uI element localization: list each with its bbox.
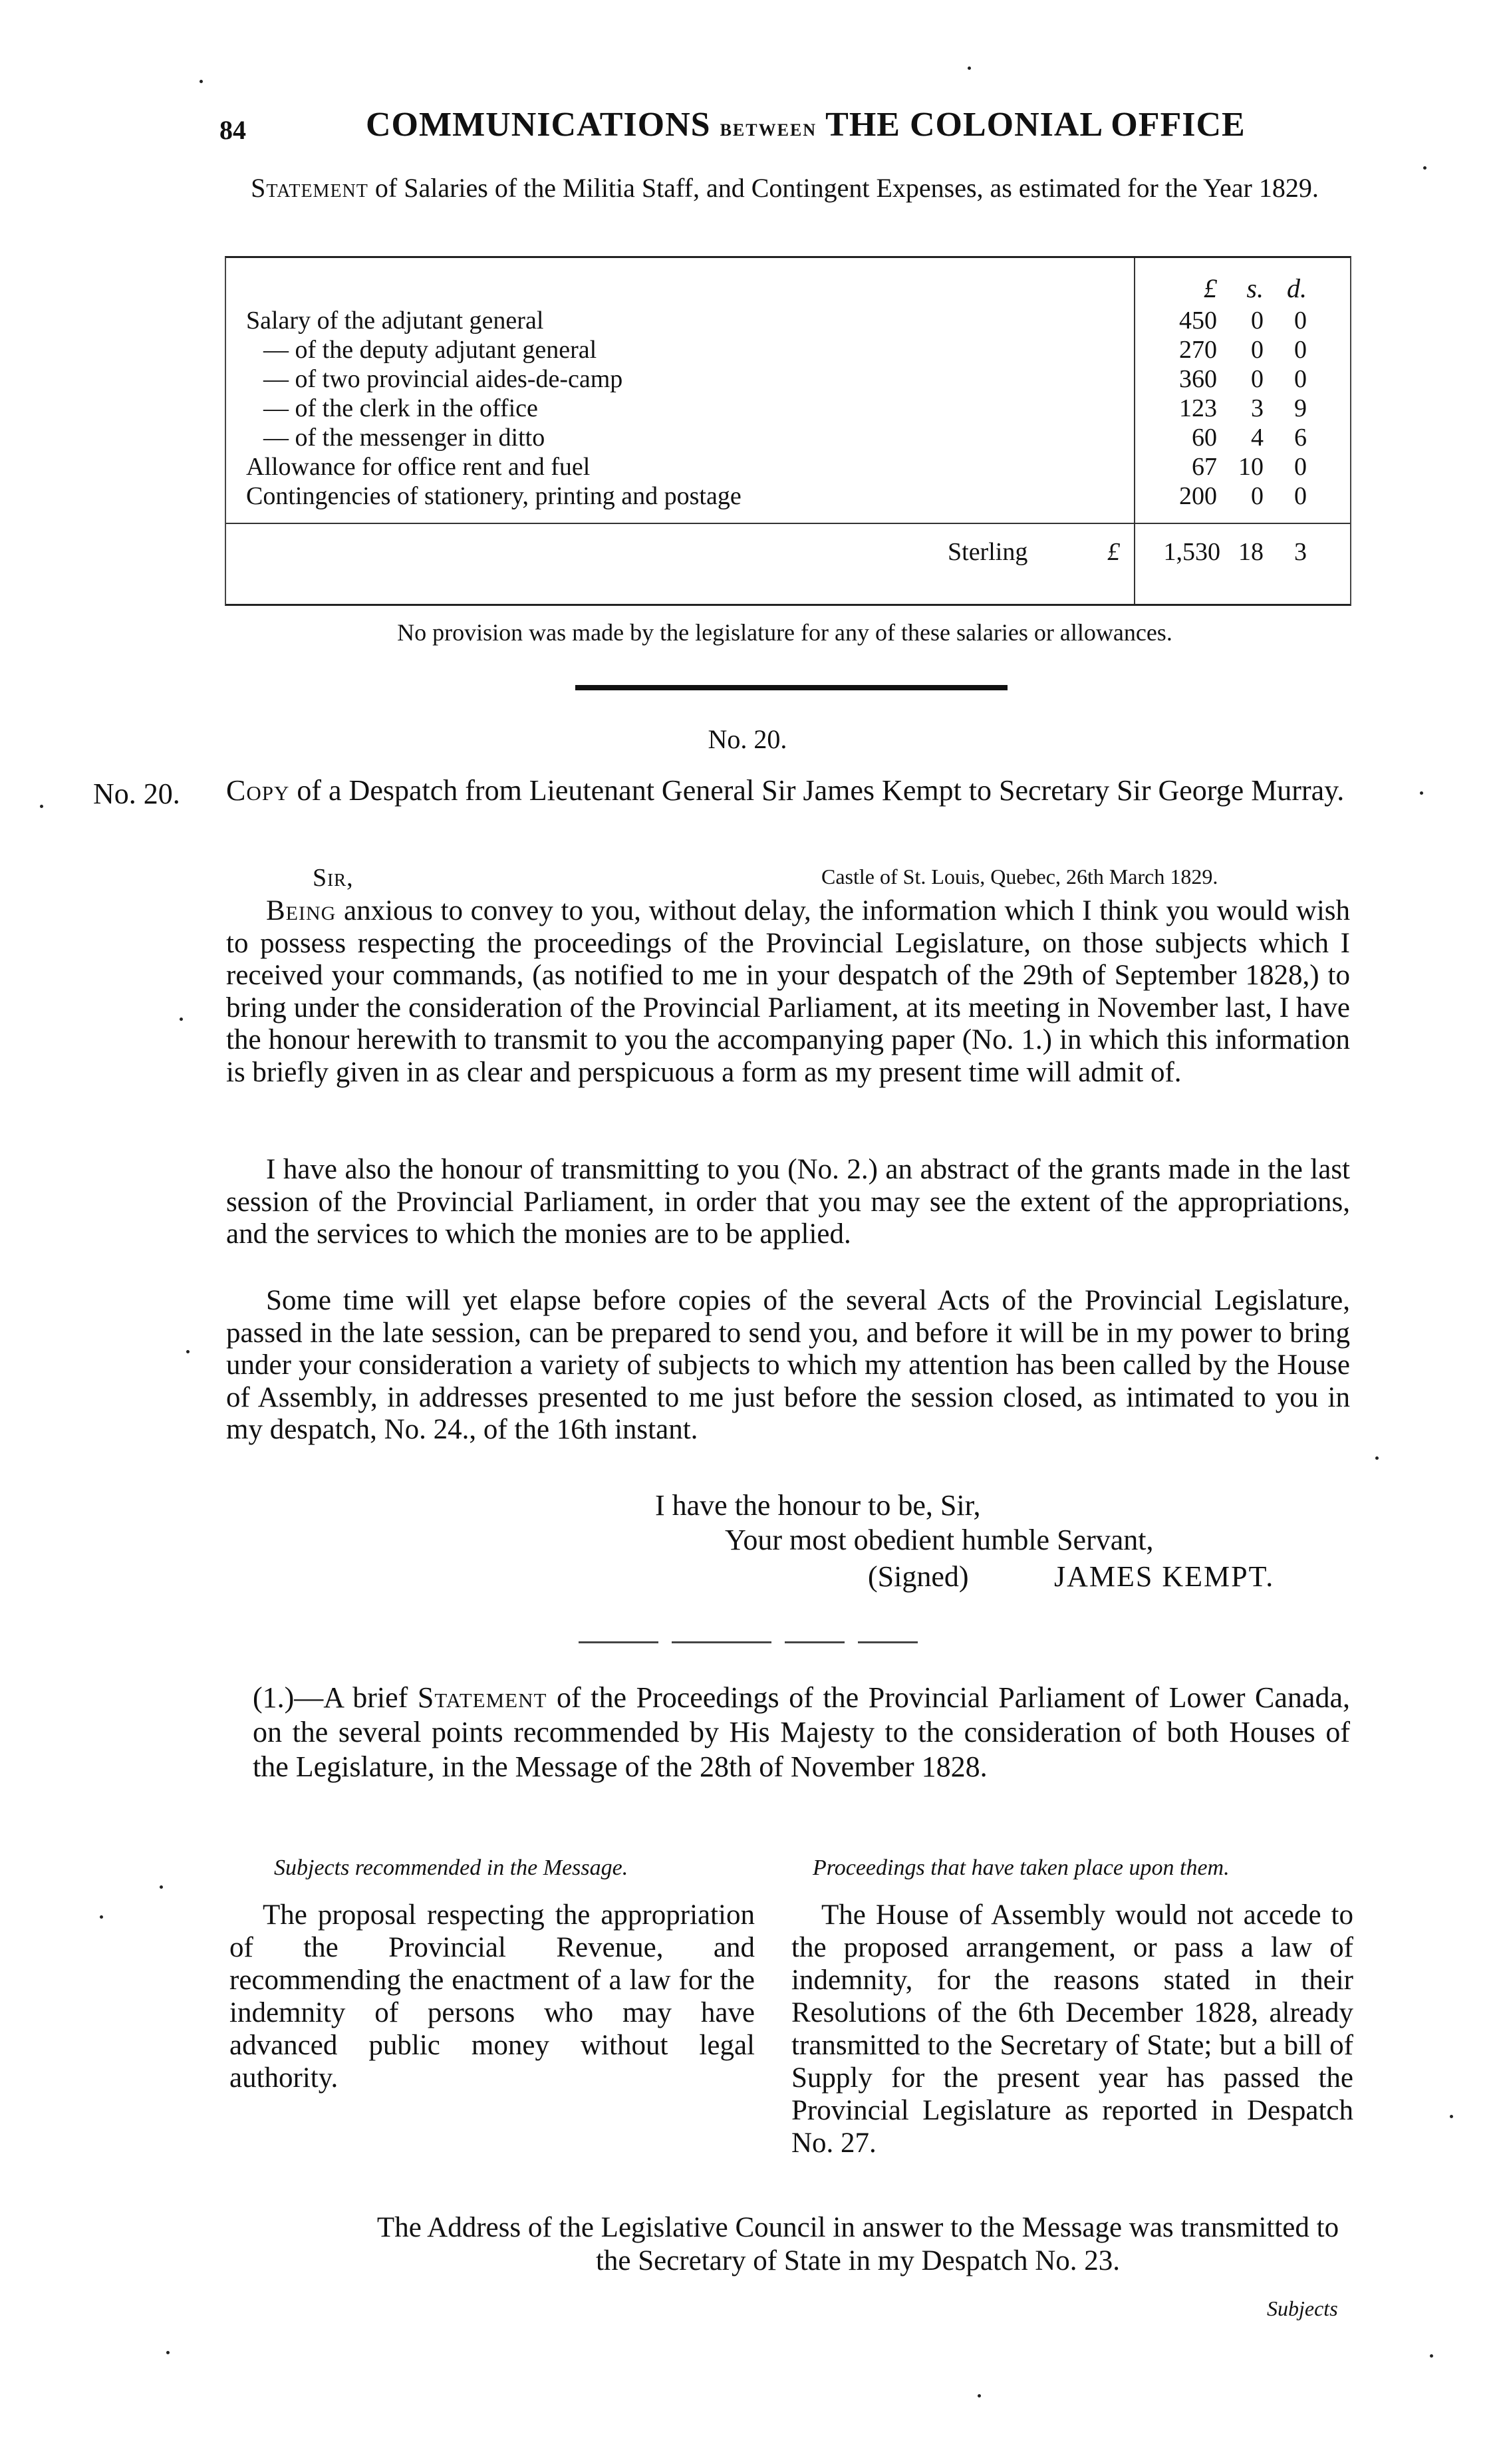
enclosure-heading — [253, 1681, 1350, 1784]
left-column-text: The proposal respecting the appropriation of the Provincial Revenue, and recommending the enactment of a law for the indemnity of persons who may have advanced public money without legal authority. — [229, 1899, 755, 2094]
salutation: Sir, — [313, 864, 354, 892]
table-row — [246, 364, 1337, 394]
separator-rule — [672, 1641, 771, 1643]
total-shillings: 18 — [1238, 538, 1264, 566]
margin-despatch-number: No. 20. — [93, 777, 180, 810]
print-speck — [978, 2394, 981, 2397]
statement-title-text: of Salaries of the Militia Staff, and Contingent Expenses, as estimated for the Year 1829. — [374, 173, 1319, 203]
signature: JAMES KEMPT. — [1054, 1560, 1275, 1593]
closing-line-1: I have the honour to be, Sir, — [655, 1489, 981, 1522]
table-row — [246, 481, 1337, 511]
header-shillings: s. — [1246, 273, 1264, 303]
statement-title — [219, 172, 1350, 205]
row-pence: 0 — [1294, 365, 1307, 393]
row-label: — of the messenger in ditto — [263, 424, 545, 452]
enclosure-lead-word: Statement — [417, 1681, 547, 1714]
statement-title-lead: Statement — [251, 173, 368, 203]
row-shillings: 10 — [1238, 453, 1264, 481]
paragraph-2-text: I have also the honour of transmitting to you (No. 2.) an abstract of the grants made in the last session of the Provincial Parliament, in order that you may see the extent of the appropriations, and the services to which the monies are to be applied. — [226, 1154, 1350, 1250]
total-pence: 3 — [1294, 538, 1307, 566]
enclosure-lead-number: (1.)—A brief — [253, 1681, 408, 1714]
row-pounds: 123 — [1179, 394, 1217, 422]
table-note: No provision was made by the legislature for any of these salaries or allowances. — [397, 619, 1172, 646]
separator-rule — [785, 1641, 845, 1643]
running-head-between: BETWEEN — [720, 120, 817, 140]
print-speck — [166, 2351, 170, 2354]
table-currency-header — [246, 273, 1337, 302]
row-pounds: 67 — [1192, 453, 1217, 481]
paragraph-3-text: Some time will yet elapse before copies of the several Acts of the Provincial Legislature, passed in the late session, can be prepared to send you, and before it will be in my power to bring under your consideration a variety of subjects to which my attention has been called by the House of Assembly, in addresses presented to me just before the session closed, as intimated to you in my despatch, No. 24., of the 16th instant. — [226, 1285, 1350, 1445]
running-head — [366, 105, 1246, 144]
table-row — [246, 394, 1337, 423]
running-head-part2: THE COLONIAL OFFICE — [825, 106, 1246, 144]
paragraph-1-text: anxious to convey to you, without delay, the information which I think you would wish to possess respecting the proceedings of the Provincial Legislature, on those subjects which I received your commands, (as notified to me in your despatch of the 29th of September 1828,) to bring under the consideration of the Provincial Parliament, at its meeting in November last, I have the honour herewith to transmit to you the accompanying paper (No. 1.) in which this information is briefly given in as clear and perspicuous a form as my present time will admit of. — [226, 895, 1350, 1088]
row-label: Contingencies of stationery, printing and postage — [246, 482, 742, 510]
row-shillings: 0 — [1251, 336, 1264, 364]
total-label: Sterling — [948, 538, 1028, 566]
print-speck — [968, 67, 971, 70]
total-pounds: 1,530 — [1163, 538, 1220, 566]
row-shillings: 0 — [1251, 307, 1264, 335]
total-currency: £ — [1107, 538, 1120, 566]
table-row — [246, 452, 1337, 481]
separator-rule — [579, 1641, 658, 1643]
print-speck — [180, 1018, 183, 1021]
closing-line-2: Your most obedient humble Servant, — [725, 1524, 1154, 1556]
row-pence: 6 — [1294, 424, 1307, 452]
row-pounds: 200 — [1179, 482, 1217, 510]
print-speck — [186, 1350, 190, 1353]
row-shillings: 4 — [1251, 424, 1264, 452]
section-rule — [575, 685, 1008, 690]
right-column-heading: Proceedings that have taken place upon them. — [813, 1855, 1230, 1880]
signed-label: (Signed) — [868, 1560, 969, 1593]
row-pounds: 450 — [1179, 307, 1217, 335]
print-speck — [1450, 2115, 1453, 2118]
despatch-paragraph-1 — [226, 895, 1350, 1089]
despatch-paragraph-2 — [226, 1154, 1350, 1251]
salary-table — [225, 256, 1351, 606]
despatch-heading-text: of a Despatch from Lieutenant General Sir James Kempt to Secretary Sir George Murray. — [297, 774, 1345, 807]
header-pounds: £ — [1204, 273, 1217, 303]
row-label: — of two provincial aides-de-camp — [263, 365, 623, 393]
print-speck — [1420, 791, 1423, 795]
print-speck — [1430, 2354, 1433, 2358]
row-pence: 0 — [1294, 336, 1307, 364]
right-column-text: The House of Assembly would not accede to the proposed arrangement, or pass a law of indemnity, for the reasons stated in their Resolutions of the 6th December 1828, already transmitted to the Secretary of State; but a bill of Supply for the present year has passed the Provincial Legislature as reported in Despatch No. 27. — [791, 1899, 1353, 2159]
despatch-number-heading: No. 20. — [708, 724, 787, 754]
row-shillings: 3 — [1251, 394, 1264, 422]
row-pence: 0 — [1294, 482, 1307, 510]
row-pounds: 60 — [1192, 424, 1217, 452]
left-column-heading: Subjects recommended in the Message. — [274, 1855, 628, 1880]
table-row — [246, 306, 1337, 335]
address-paragraph: The Address of the Legislative Council in answer to the Message was transmitted to the Secretary of State in my Despatch No. 23. — [376, 2212, 1339, 2276]
table-total-divider — [226, 523, 1350, 524]
row-pence: 9 — [1294, 394, 1307, 422]
catchword: Subjects — [1267, 2296, 1338, 2320]
header-pence: d. — [1287, 273, 1307, 303]
enclosure-text: of the Proceedings of the Provincial Parliament of Lower Canada, on the several points recommended by His Majesty to the consideration of both Houses of the Legislature, in the Message of the 28th of November 1828. — [253, 1681, 1350, 1783]
paragraph-1-lead: Being — [266, 895, 337, 926]
table-row — [246, 423, 1337, 452]
separator-rule — [858, 1641, 918, 1643]
row-pence: 0 — [1294, 307, 1307, 335]
row-label: — of the clerk in the office — [263, 394, 538, 422]
table-total-row — [246, 537, 1337, 567]
row-pence: 0 — [1294, 453, 1307, 481]
table-row — [246, 335, 1337, 364]
print-speck — [100, 1915, 103, 1919]
running-head-part1: COMMUNICATIONS — [366, 106, 711, 144]
location-date: Castle of St. Louis, Quebec, 26th March 1829. — [821, 865, 1218, 889]
despatch-heading-lead: Copy — [226, 774, 290, 807]
page-number: 84 — [219, 115, 246, 145]
row-pounds: 270 — [1179, 336, 1217, 364]
row-label: Allowance for office rent and fuel — [246, 453, 591, 481]
row-label: Salary of the adjutant general — [246, 307, 544, 335]
row-shillings: 0 — [1251, 482, 1264, 510]
despatch-paragraph-3 — [226, 1285, 1350, 1446]
print-speck — [1375, 1456, 1379, 1460]
print-speck — [160, 1885, 163, 1889]
despatch-heading — [226, 773, 1350, 809]
row-pounds: 360 — [1179, 365, 1217, 393]
print-speck — [40, 805, 43, 808]
print-speck — [1423, 166, 1427, 170]
row-label: — of the deputy adjutant general — [263, 336, 597, 364]
print-speck — [200, 80, 203, 83]
row-shillings: 0 — [1251, 365, 1264, 393]
